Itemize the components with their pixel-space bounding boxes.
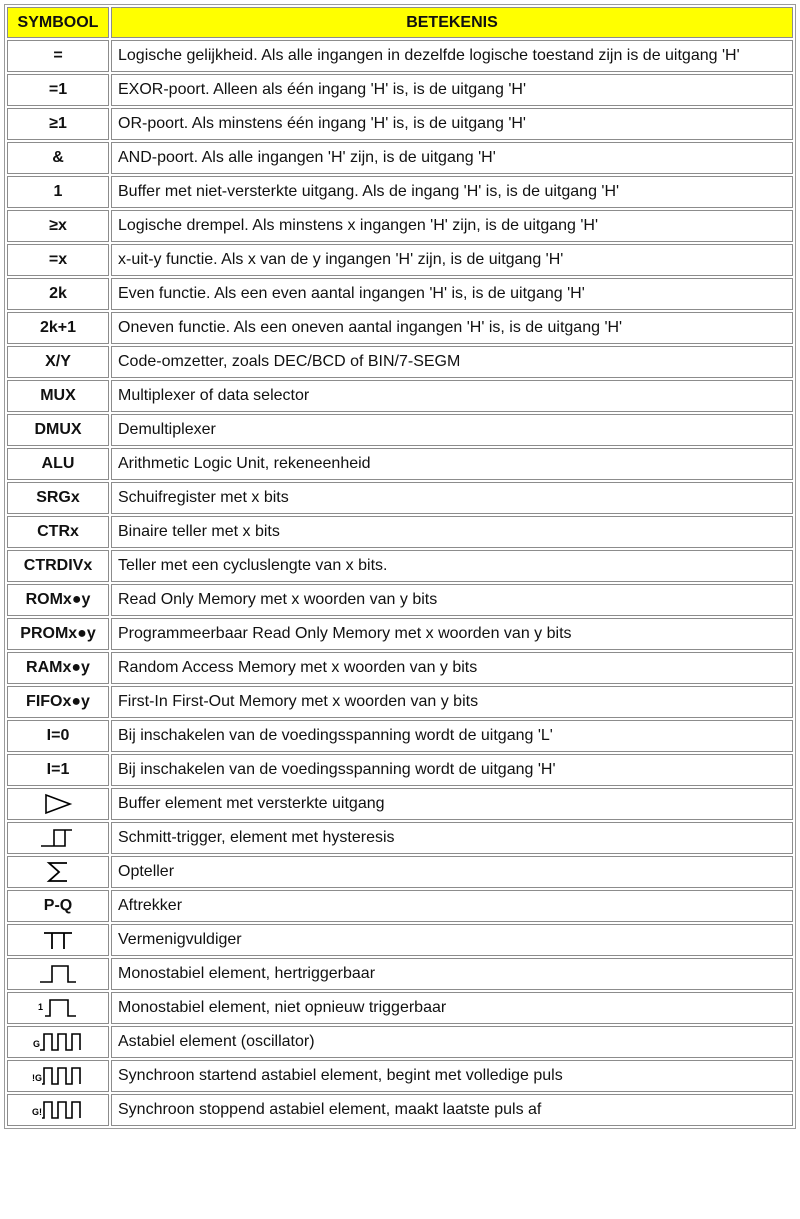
- symbol-cell: ALU: [7, 448, 109, 480]
- description-cell: Multiplexer of data selector: [111, 380, 793, 412]
- symbol-cell: =1: [7, 74, 109, 106]
- description-cell: Synchroon startend astabiel element, begint met volledige puls: [111, 1060, 793, 1092]
- description-cell: Schuifregister met x bits: [111, 482, 793, 514]
- description-cell: Bij inschakelen van de voedingsspanning wordt de uitgang 'H': [111, 754, 793, 786]
- pulse-icon: [36, 996, 80, 1020]
- pulse-train-icon: [32, 1030, 84, 1054]
- symbol-cell: PROMx●y: [7, 618, 109, 650]
- table-row: [7, 720, 793, 752]
- symbol-cell: P-Q: [7, 890, 109, 922]
- table-row: [7, 414, 793, 446]
- symbol-cell: [7, 822, 109, 854]
- description-cell: Even functie. Als een even aantal ingangen 'H' is, is de uitgang 'H': [111, 278, 793, 310]
- description-cell: Opteller: [111, 856, 793, 888]
- symbol-cell: [7, 958, 109, 990]
- symbol-cell: 2k+1: [7, 312, 109, 344]
- description-cell: Vermenigvuldiger: [111, 924, 793, 956]
- table-row: [7, 448, 793, 480]
- symbol-cell: [7, 992, 109, 1024]
- symbol-cell: FIFOx●y: [7, 686, 109, 718]
- table-row: [7, 516, 793, 548]
- svg-text:G: G: [33, 1039, 41, 1049]
- symbol-cell: ≥1: [7, 108, 109, 140]
- table-row: [7, 40, 793, 72]
- table-row: [7, 278, 793, 310]
- description-cell: Logische drempel. Als minstens x ingangen 'H' zijn, is de uitgang 'H': [111, 210, 793, 242]
- table-row: [7, 1026, 793, 1058]
- description-cell: Aftrekker: [111, 890, 793, 922]
- description-cell: Arithmetic Logic Unit, rekeneenheid: [111, 448, 793, 480]
- triangle-buffer-icon: [42, 792, 74, 816]
- table-row: [7, 856, 793, 888]
- table-row: [7, 482, 793, 514]
- table-row: [7, 754, 793, 786]
- description-cell: Programmeerbaar Read Only Memory met x woorden van y bits: [111, 618, 793, 650]
- symbol-cell: RAMx●y: [7, 652, 109, 684]
- symbol-cell: [7, 1094, 109, 1126]
- description-cell: Buffer met niet-versterkte uitgang. Als de ingang 'H' is, is de uitgang 'H': [111, 176, 793, 208]
- symbol-cell: ROMx●y: [7, 584, 109, 616]
- table-row: [7, 958, 793, 990]
- description-cell: Oneven functie. Als een oneven aantal ingangen 'H' is, is de uitgang 'H': [111, 312, 793, 344]
- pulse-train-icon: [32, 1098, 84, 1122]
- symbol-cell: [7, 924, 109, 956]
- symbol-cell: [7, 856, 109, 888]
- description-cell: Read Only Memory met x woorden van y bits: [111, 584, 793, 616]
- symbol-cell: I=0: [7, 720, 109, 752]
- table-row: [7, 312, 793, 344]
- description-cell: Binaire teller met x bits: [111, 516, 793, 548]
- description-cell: Buffer element met versterkte uitgang: [111, 788, 793, 820]
- table-row: [7, 584, 793, 616]
- symbol-cell: =: [7, 40, 109, 72]
- symbol-cell: SRGx: [7, 482, 109, 514]
- description-cell: OR-poort. Als minstens één ingang 'H' is, is de uitgang 'H': [111, 108, 793, 140]
- description-cell: Astabiel element (oscillator): [111, 1026, 793, 1058]
- symbol-cell: ≥x: [7, 210, 109, 242]
- description-cell: Schmitt-trigger, element met hysteresis: [111, 822, 793, 854]
- table-row: [7, 210, 793, 242]
- description-cell: Code-omzetter, zoals DEC/BCD of BIN/7-SEGM: [111, 346, 793, 378]
- table-row: [7, 74, 793, 106]
- svg-text:1: 1: [38, 1002, 44, 1012]
- header-symbol: SYMBOOL: [7, 7, 109, 38]
- symbol-cell: [7, 1026, 109, 1058]
- description-cell: EXOR-poort. Alleen als één ingang 'H' is, is de uitgang 'H': [111, 74, 793, 106]
- symbol-cell: &: [7, 142, 109, 174]
- table-row: [7, 652, 793, 684]
- table-row: [7, 618, 793, 650]
- table-row: [7, 822, 793, 854]
- description-cell: Monostabiel element, hertriggerbaar: [111, 958, 793, 990]
- description-cell: AND-poort. Als alle ingangen 'H' zijn, is de uitgang 'H': [111, 142, 793, 174]
- table-row: [7, 686, 793, 718]
- svg-text:!G: !G: [32, 1073, 42, 1083]
- symbol-cell: X/Y: [7, 346, 109, 378]
- description-cell: Demultiplexer: [111, 414, 793, 446]
- symbols-table: [4, 4, 796, 1129]
- schmitt-trigger-icon: [38, 826, 78, 850]
- description-cell: Logische gelijkheid. Als alle ingangen in dezelfde logische toestand zijn is de uitgang 'H': [111, 40, 793, 72]
- table-row: [7, 992, 793, 1024]
- table-row: [7, 380, 793, 412]
- header-meaning: BETEKENIS: [111, 7, 793, 38]
- description-cell: First-In First-Out Memory met x woorden van y bits: [111, 686, 793, 718]
- description-cell: Synchroon stoppend astabiel element, maakt laatste puls af: [111, 1094, 793, 1126]
- pulse-train-icon: [32, 1064, 84, 1088]
- table-row: [7, 890, 793, 922]
- table-row: [7, 244, 793, 276]
- symbol-cell: CTRx: [7, 516, 109, 548]
- table-row: [7, 1060, 793, 1092]
- symbol-cell: 2k: [7, 278, 109, 310]
- symbol-cell: 1: [7, 176, 109, 208]
- symbol-cell: =x: [7, 244, 109, 276]
- symbol-cell: MUX: [7, 380, 109, 412]
- table-header: [7, 7, 793, 38]
- table-row: [7, 346, 793, 378]
- table-row: [7, 788, 793, 820]
- table-row: [7, 108, 793, 140]
- description-cell: Bij inschakelen van de voedingsspanning wordt de uitgang 'L': [111, 720, 793, 752]
- pulse-icon: [36, 962, 80, 986]
- description-cell: Monostabiel element, niet opnieuw triggerbaar: [111, 992, 793, 1024]
- table-row: [7, 1094, 793, 1126]
- table-row: [7, 924, 793, 956]
- sigma-icon: [44, 859, 72, 885]
- symbol-cell: CTRDIVx: [7, 550, 109, 582]
- symbol-cell: [7, 788, 109, 820]
- table-row: [7, 142, 793, 174]
- symbol-cell: I=1: [7, 754, 109, 786]
- symbol-cell: DMUX: [7, 414, 109, 446]
- pi-icon: [40, 928, 76, 952]
- svg-text:G!: G!: [32, 1107, 42, 1117]
- symbol-cell: [7, 1060, 109, 1092]
- description-cell: x-uit-y functie. Als x van de y ingangen 'H' zijn, is de uitgang 'H': [111, 244, 793, 276]
- description-cell: Teller met een cycluslengte van x bits.: [111, 550, 793, 582]
- description-cell: Random Access Memory met x woorden van y bits: [111, 652, 793, 684]
- table-row: [7, 550, 793, 582]
- table-row: [7, 176, 793, 208]
